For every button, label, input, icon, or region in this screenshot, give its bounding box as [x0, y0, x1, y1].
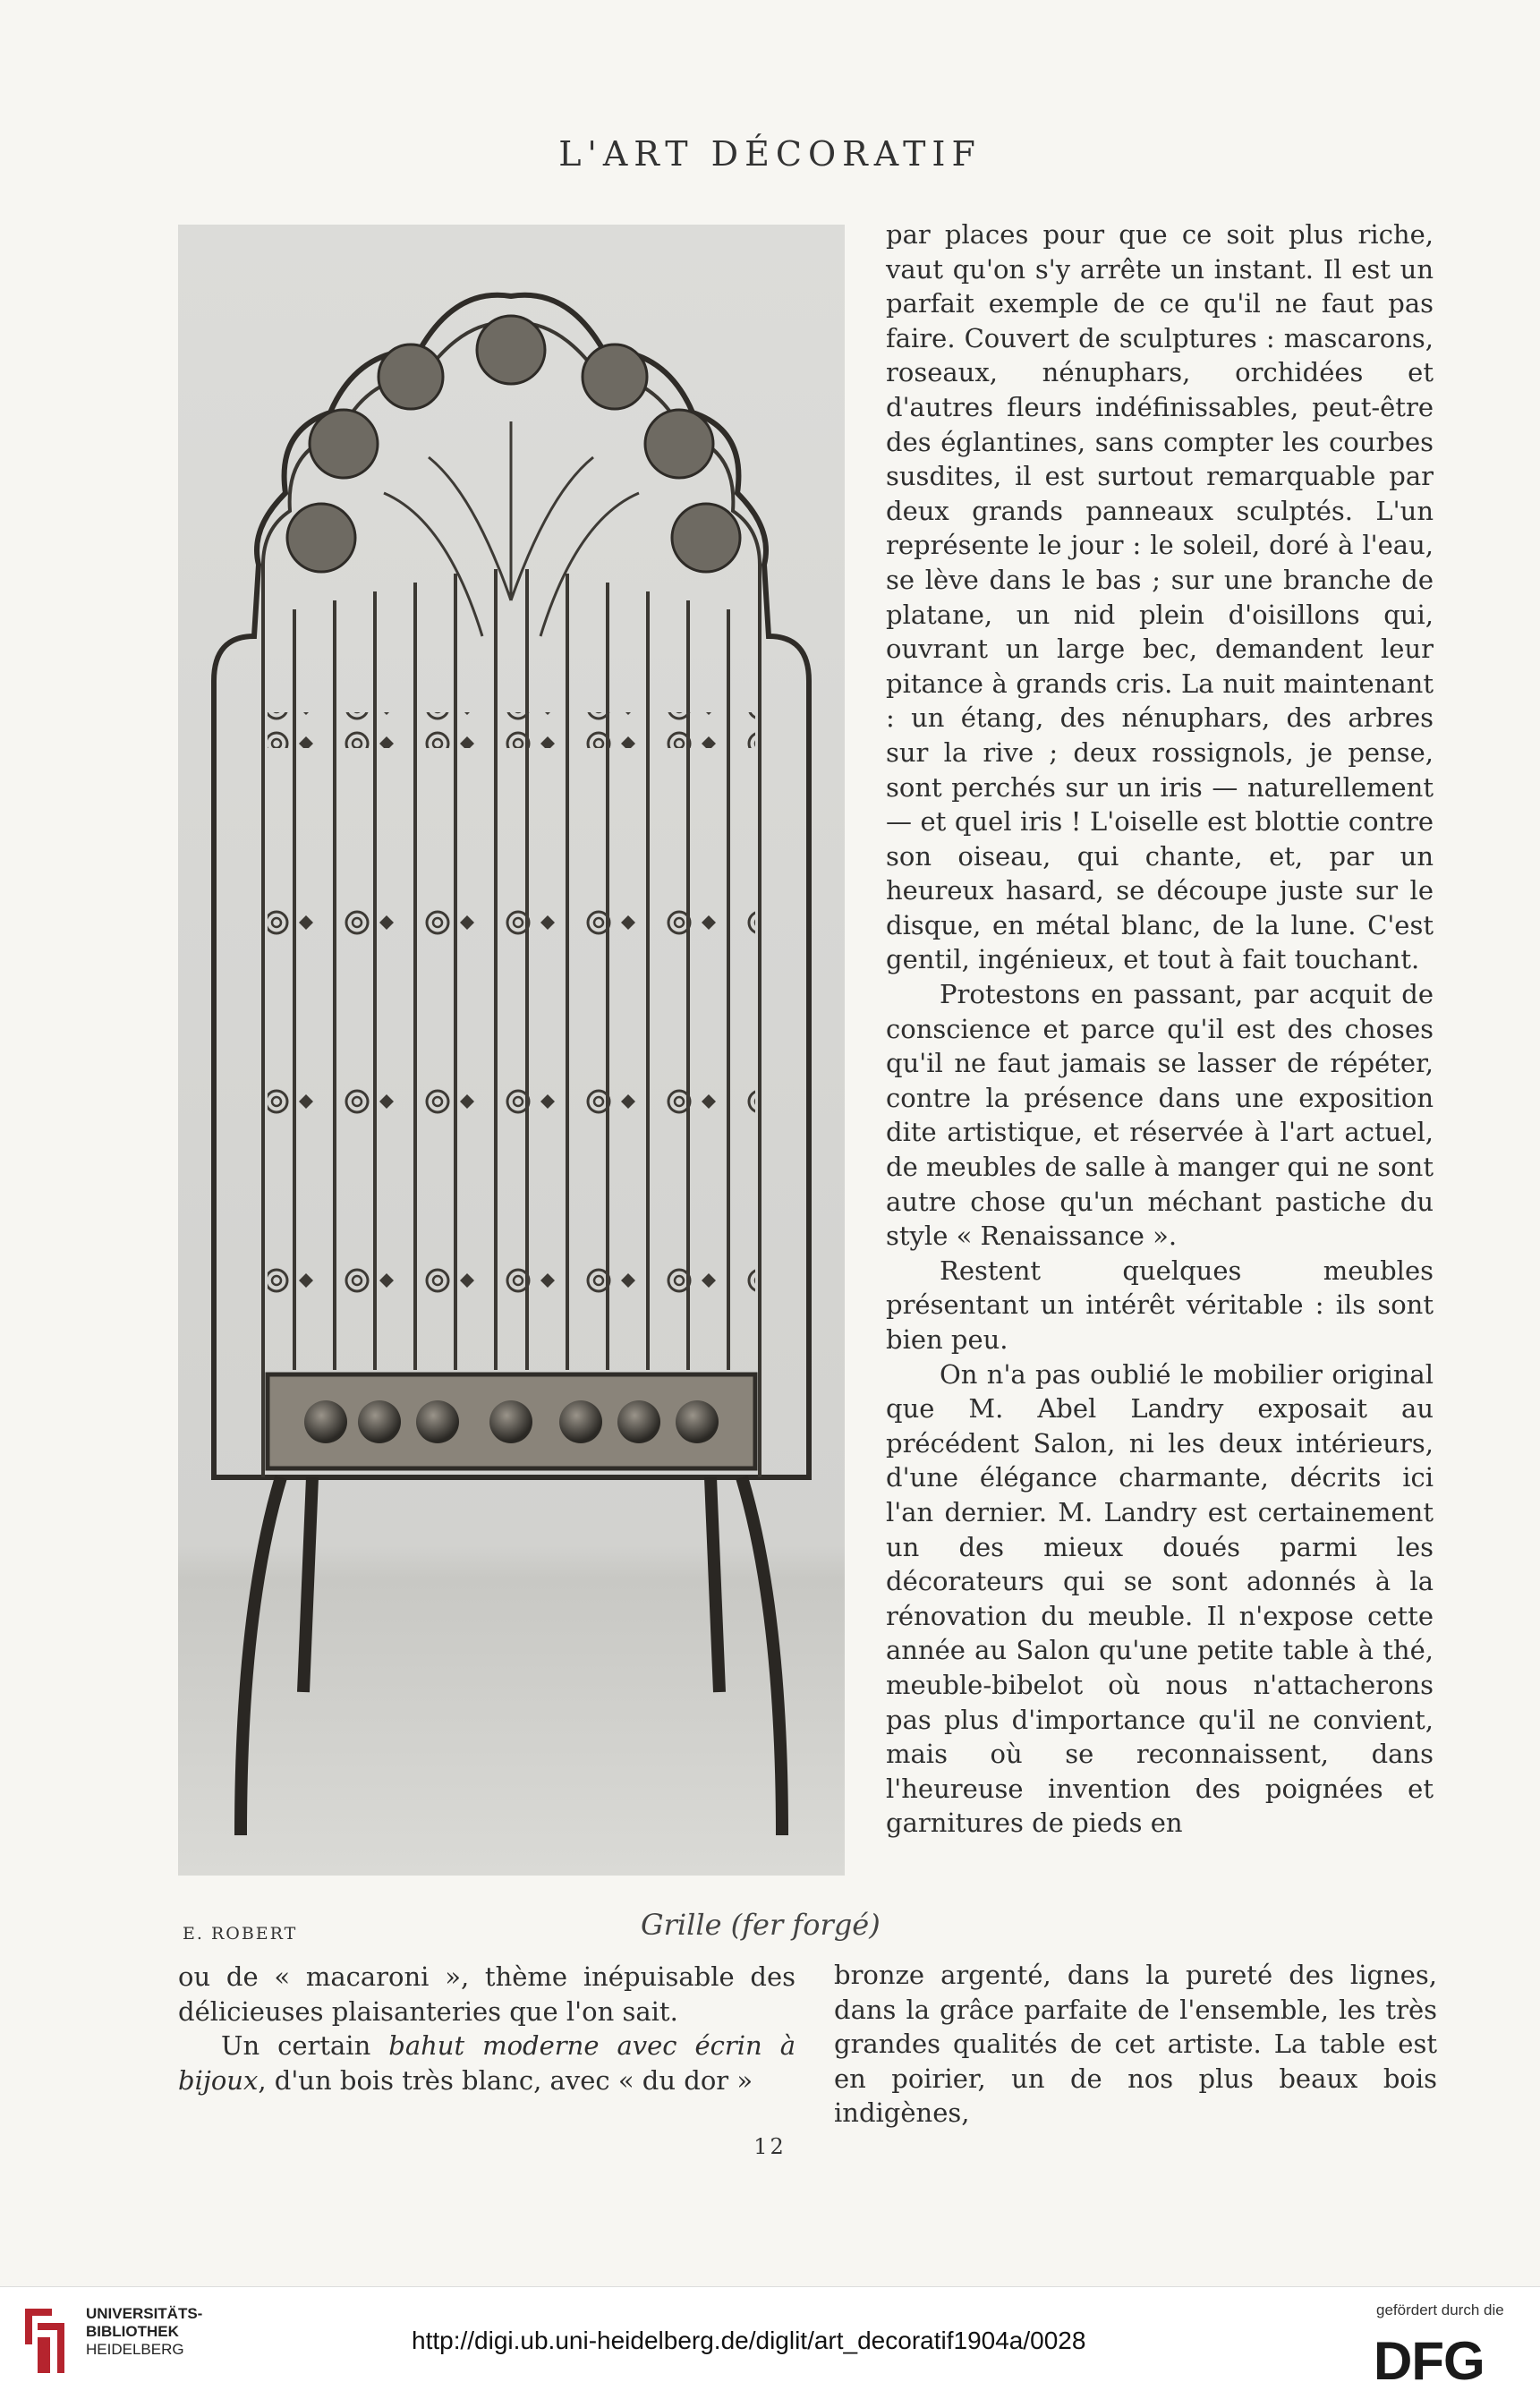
library-name-line: BIBLIOTHEK — [86, 2323, 179, 2340]
source-url-link[interactable]: http://digi.ub.uni-heidelberg.de/diglit/art_decoratif1904a/0028 — [412, 2327, 1086, 2354]
paragraph: par places pour que ce soit plus riche, vaut qu'on s'y arrête un instant. Il est un parfait exemple de ce qu'il ne faut pas faire. Couvert de sculptures : mascarons, roseaux, nénuphars, orchidées et d'autres fleurs indéfinissables, peut-être des églantines, sans compter les courbes susdites, il est surtout remarquable par deux grands panneaux sculptés. L'un représente le jour : le soleil, doré à l'eau, se lève dans le bas ; sur une branche de platane, un nid plein d'oisillons qui, ouvrant un large bec, demandent leur pitance à grands cris. La nuit maintenant : un étang, des nénuphars, des arbres sur la rive ; deux rossignols, je pense, sont perchés sur un iris — naturellement — et quel iris ! L'oiselle est blottie contre son oiseau, qui chante, et, par un heureux hasard, se découpe juste sur le disque, en métal blanc, de la lune. C'est gentil, ingénieux, et tout à fait touchant. — [886, 219, 1434, 975]
grille-photograph — [178, 225, 845, 1876]
scroll-row-3 — [268, 1088, 755, 1124]
text-run: Un certain — [221, 2030, 389, 2062]
left-column-text — [178, 1960, 796, 2097]
paragraph: Restent quelques meubles présentant un intérêt véritable : ils sont bien peu. — [886, 1255, 1434, 1355]
scroll-row-4 — [268, 1267, 755, 1303]
running-title: L'ART DÉCORATIF — [558, 134, 982, 174]
right-column — [886, 217, 1434, 1841]
library-name-line: UNIVERSITÄTS- — [86, 2305, 203, 2322]
figure-title: Grille (fer forgé) — [641, 1908, 881, 1942]
scroll-row-1 — [268, 712, 755, 748]
dfg-logo: DFG — [1374, 2331, 1485, 2391]
library-name-line: HEIDELBERG — [86, 2341, 184, 2358]
scroll-row-2 — [268, 900, 755, 936]
funding-label: gefördert durch die — [1376, 2301, 1504, 2318]
paragraph: On n'a pas oublié le mobilier original que M. Abel Landry exposait au précédent Salon, ni les deux intérieurs, d'une élégance charmante, décrits ici l'an dernier. M. Landry est certainement un des mieux doués parmi les décorateurs qui se sont adonnés à la rénovation du meuble. Il n'expose cette année au Salon qu'une petite table à thé, meuble-bibelot où nous n'attacherons pas plus d'importance qu'il ne convient, mais où se reconnaissent, dans l'heureuse invention des poignées et garnitures de pieds en — [886, 1358, 1434, 1839]
text-run: , d'un bois très blanc, avec « du dor » — [258, 2064, 753, 2096]
right-column-continuation: bronze argenté, dans la pureté des lignes, dans la grâce parfaite de l'ensemble, les très grandes qualités de cet artiste. La table est en poirier, un de nos plus beaux bois indigènes, — [834, 1960, 1437, 2129]
paragraph: Protestons en passant, par acquit de conscience et parce qu'il est des choses qu'il ne faut jamais se lasser de répéter, contre la présence dans une exposition dite artistique, et réservée à l'art actuel, de meubles de salle à manger qui ne sont autre chose qu'un méchant pastiche du style « Renaissance ». — [886, 979, 1434, 1252]
paragraph — [178, 2029, 796, 2097]
library-name — [86, 2305, 202, 2359]
footer-divider — [0, 2286, 1540, 2287]
italic-title: bahut moderne avec écrin à bijoux — [178, 2030, 796, 2096]
page-number: 12 — [753, 2134, 787, 2159]
university-library-logo-icon — [16, 2301, 73, 2380]
figure-credit: E. ROBERT — [183, 1924, 298, 1944]
paragraph: ou de « macaroni », thème inépuisable des délicieuses plaisanteries que l'on sait. — [178, 1961, 796, 2027]
